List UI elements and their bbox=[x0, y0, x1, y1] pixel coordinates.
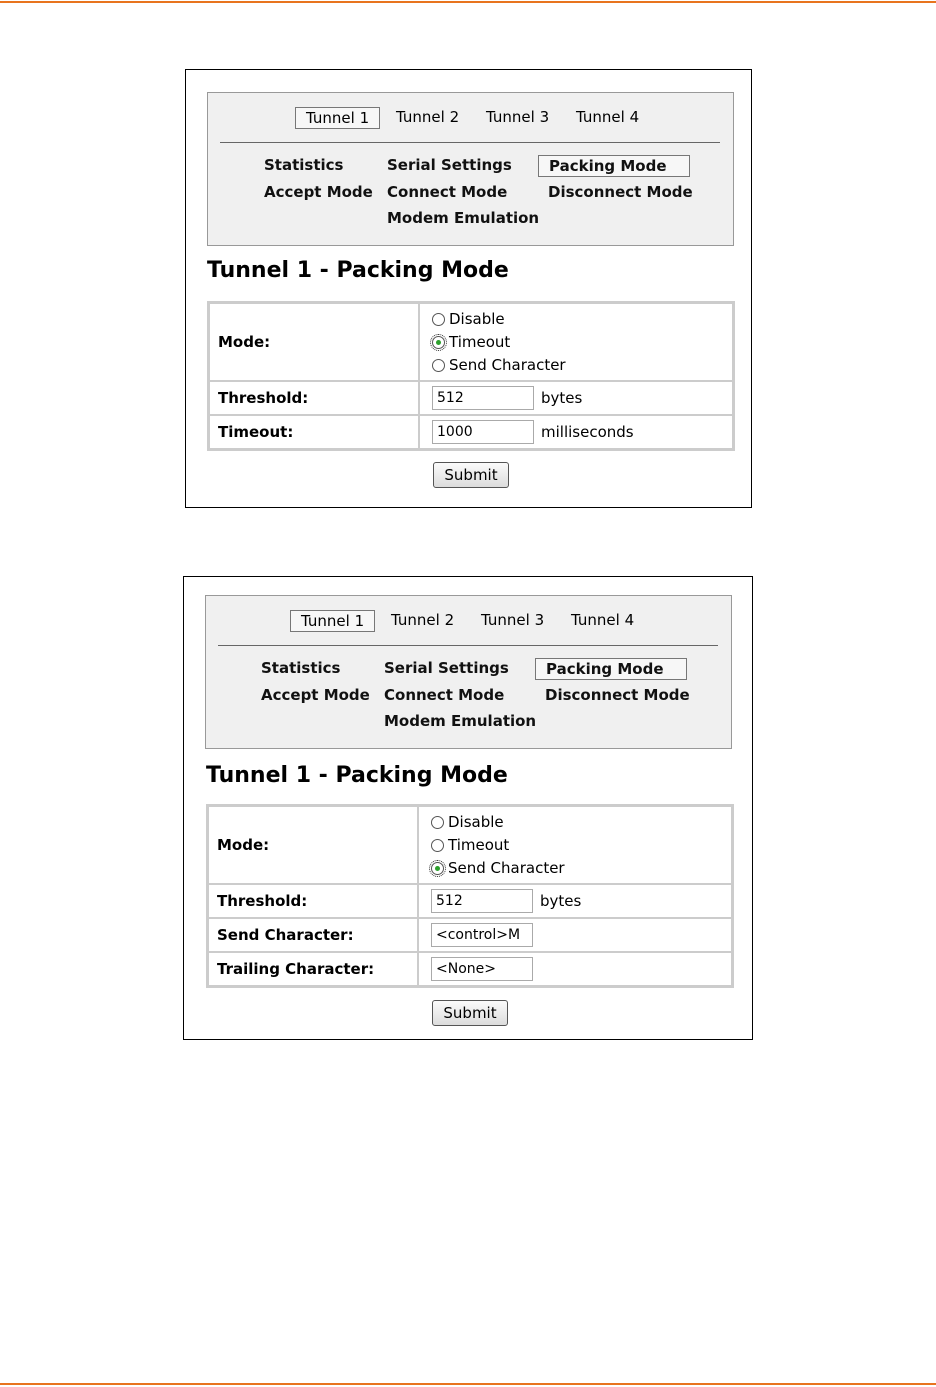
threshold-label: Threshold: bbox=[209, 885, 419, 917]
radio-timeout[interactable] bbox=[431, 839, 444, 852]
menu-packing-mode[interactable]: Packing Mode bbox=[535, 658, 687, 680]
tunnel-nav bbox=[207, 92, 734, 246]
radio-send-character[interactable] bbox=[432, 359, 445, 372]
mode-option-send-character[interactable] bbox=[431, 857, 565, 880]
menu-accept-mode[interactable]: Accept Mode bbox=[261, 686, 370, 704]
trailing-character-label: Trailing Character: bbox=[209, 953, 419, 985]
menu-accept-mode[interactable]: Accept Mode bbox=[264, 183, 373, 201]
send-character-input[interactable]: <control>M bbox=[431, 923, 533, 947]
threshold-label: Threshold: bbox=[210, 382, 420, 414]
screenshot-panel-send-character bbox=[183, 576, 753, 1040]
radio-disable-label: Disable bbox=[449, 310, 505, 328]
menu-disconnect-mode[interactable]: Disconnect Mode bbox=[548, 183, 693, 201]
radio-disable[interactable] bbox=[431, 816, 444, 829]
tab-tunnel-1[interactable]: Tunnel 1 bbox=[290, 610, 375, 632]
timeout-input[interactable]: 1000 bbox=[432, 420, 534, 444]
mode-option-send-character[interactable] bbox=[432, 354, 566, 377]
tab-tunnel-3[interactable]: Tunnel 3 bbox=[481, 611, 545, 629]
tab-tunnel-4[interactable]: Tunnel 4 bbox=[571, 611, 635, 629]
mode-option-timeout[interactable] bbox=[432, 331, 566, 354]
radio-send-character[interactable] bbox=[431, 862, 444, 875]
timeout-row bbox=[210, 414, 732, 448]
send-character-row bbox=[209, 917, 731, 951]
nav-divider bbox=[218, 645, 718, 646]
screenshot-panel-timeout bbox=[185, 69, 752, 508]
timeout-unit: milliseconds bbox=[541, 423, 634, 441]
tab-tunnel-1[interactable]: Tunnel 1 bbox=[295, 107, 380, 129]
page-bottom-rule bbox=[0, 1383, 936, 1385]
threshold-row bbox=[210, 380, 732, 414]
menu-disconnect-mode[interactable]: Disconnect Mode bbox=[545, 686, 690, 704]
nav-divider bbox=[220, 142, 720, 143]
threshold-input[interactable]: 512 bbox=[432, 386, 534, 410]
threshold-row bbox=[209, 883, 731, 917]
timeout-label: Timeout: bbox=[210, 416, 420, 448]
mode-option-disable[interactable] bbox=[431, 811, 565, 834]
page-title: Tunnel 1 - Packing Mode bbox=[206, 763, 508, 788]
send-character-label: Send Character: bbox=[209, 919, 419, 951]
tunnel-nav bbox=[205, 595, 732, 749]
mode-row bbox=[209, 807, 731, 883]
mode-option-timeout[interactable] bbox=[431, 834, 565, 857]
threshold-unit: bytes bbox=[541, 389, 583, 407]
trailing-character-row bbox=[209, 951, 731, 985]
packing-mode-form bbox=[206, 804, 734, 988]
menu-statistics[interactable]: Statistics bbox=[264, 156, 344, 174]
page-top-rule bbox=[0, 1, 936, 3]
submit-button[interactable]: Submit bbox=[433, 462, 509, 488]
trailing-character-input[interactable]: <None> bbox=[431, 957, 533, 981]
tab-tunnel-2[interactable]: Tunnel 2 bbox=[391, 611, 455, 629]
threshold-unit: bytes bbox=[540, 892, 582, 910]
menu-packing-mode[interactable]: Packing Mode bbox=[538, 155, 690, 177]
page-title: Tunnel 1 - Packing Mode bbox=[207, 258, 509, 283]
menu-connect-mode[interactable]: Connect Mode bbox=[384, 686, 505, 704]
mode-row bbox=[210, 304, 732, 380]
radio-timeout-label: Timeout bbox=[448, 836, 510, 854]
packing-mode-form bbox=[207, 301, 735, 451]
menu-connect-mode[interactable]: Connect Mode bbox=[387, 183, 508, 201]
threshold-input[interactable]: 512 bbox=[431, 889, 533, 913]
submit-button[interactable]: Submit bbox=[432, 1000, 508, 1026]
tab-tunnel-3[interactable]: Tunnel 3 bbox=[486, 108, 550, 126]
menu-serial-settings[interactable]: Serial Settings bbox=[384, 659, 509, 677]
tab-tunnel-4[interactable]: Tunnel 4 bbox=[576, 108, 640, 126]
menu-modem-emulation[interactable]: Modem Emulation bbox=[387, 209, 540, 227]
tab-tunnel-2[interactable]: Tunnel 2 bbox=[396, 108, 460, 126]
mode-options bbox=[422, 304, 732, 380]
mode-options bbox=[421, 807, 731, 883]
radio-send-character-label: Send Character bbox=[448, 859, 565, 877]
radio-disable-label: Disable bbox=[448, 813, 504, 831]
menu-serial-settings[interactable]: Serial Settings bbox=[387, 156, 512, 174]
radio-disable[interactable] bbox=[432, 313, 445, 326]
radio-timeout[interactable] bbox=[432, 336, 445, 349]
menu-statistics[interactable]: Statistics bbox=[261, 659, 341, 677]
radio-timeout-label: Timeout bbox=[449, 333, 511, 351]
mode-label: Mode: bbox=[210, 304, 420, 380]
mode-label: Mode: bbox=[209, 807, 419, 883]
radio-send-character-label: Send Character bbox=[449, 356, 566, 374]
mode-option-disable[interactable] bbox=[432, 308, 566, 331]
menu-modem-emulation[interactable]: Modem Emulation bbox=[384, 712, 537, 730]
